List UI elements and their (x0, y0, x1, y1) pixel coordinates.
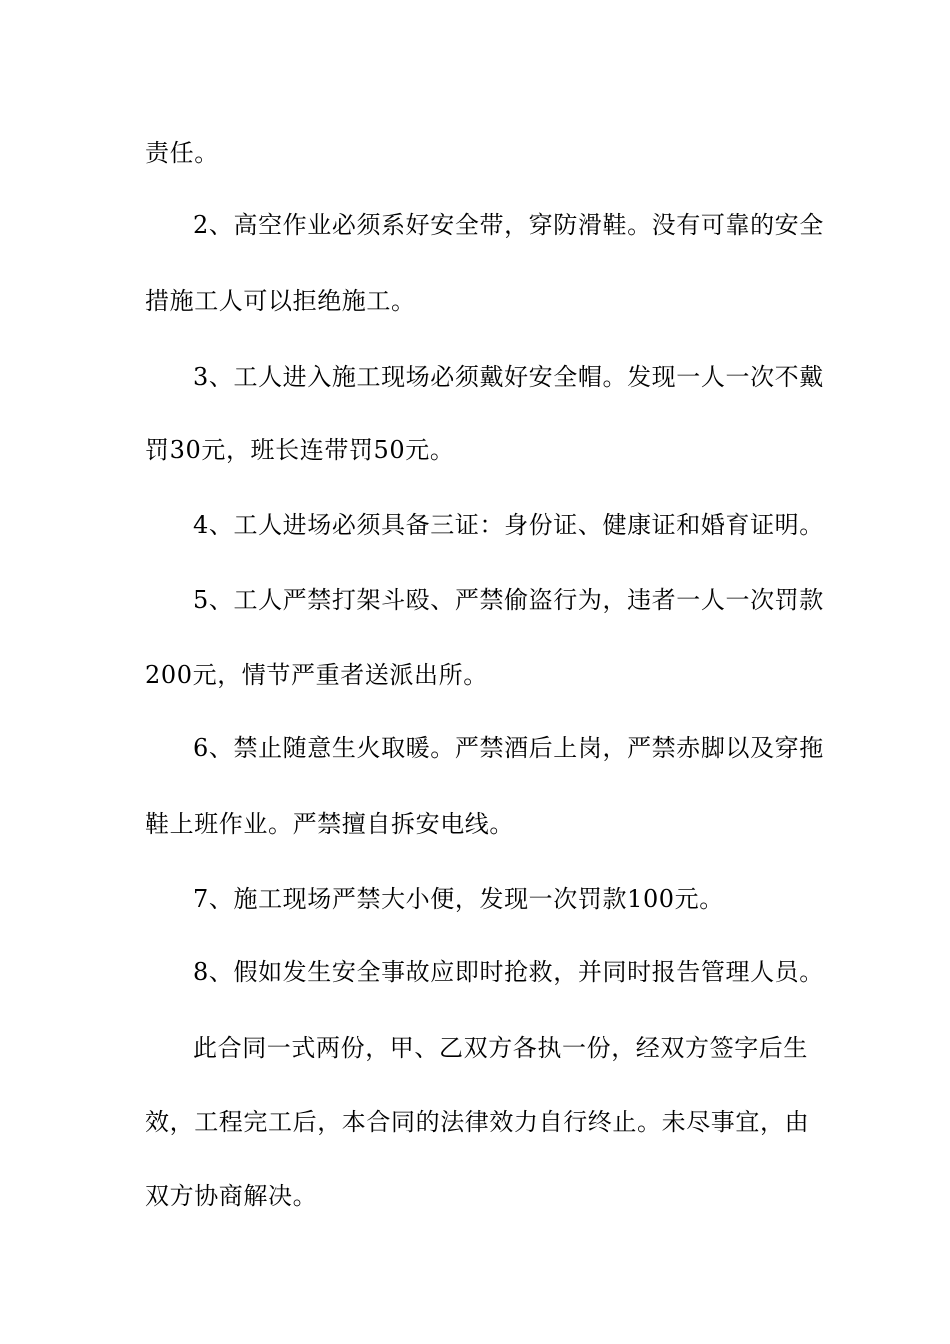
clause-2-line-1: 2、高空作业必须系好安全带，穿防滑鞋。没有可靠的安全 (193, 211, 824, 239)
clause-7-line-1: 7、施工现场严禁大小便，发现一次罚款100元。 (193, 885, 724, 913)
closing-line-1: 此合同一式两份，甲、乙双方各执一份，经双方签字后生 (193, 1034, 808, 1062)
clause-6-line-1: 6、禁止随意生火取暖。严禁酒后上岗，严禁赤脚以及穿拖 (193, 734, 824, 762)
clause-5-line-2: 200元，情节严重者送派出所。 (145, 661, 488, 689)
closing-line-3: 双方协商解决。 (145, 1182, 318, 1210)
clause-6-line-2: 鞋上班作业。严禁擅自拆安电线。 (145, 810, 514, 838)
closing-line-2: 效，工程完工后，本合同的法律效力自行终止。未尽事宜，由 (145, 1108, 810, 1136)
clause-8-line-1: 8、假如发生安全事故应即时抢救，并同时报告管理人员。 (193, 958, 824, 986)
clause-2-line-2: 措施工人可以拒绝施工。 (145, 287, 416, 315)
clause-3-line-2: 罚30元，班长连带罚50元。 (145, 436, 455, 464)
clause-5-line-1: 5、工人严禁打架斗殴、严禁偷盗行为，违者一人一次罚款 (193, 586, 824, 614)
clause-4-line-1: 4、工人进场必须具备三证：身份证、健康证和婚育证明。 (193, 511, 824, 539)
clause-3-line-1: 3、工人进入施工现场必须戴好安全帽。发现一人一次不戴 (193, 363, 824, 391)
text-line: 责任。 (145, 139, 219, 167)
